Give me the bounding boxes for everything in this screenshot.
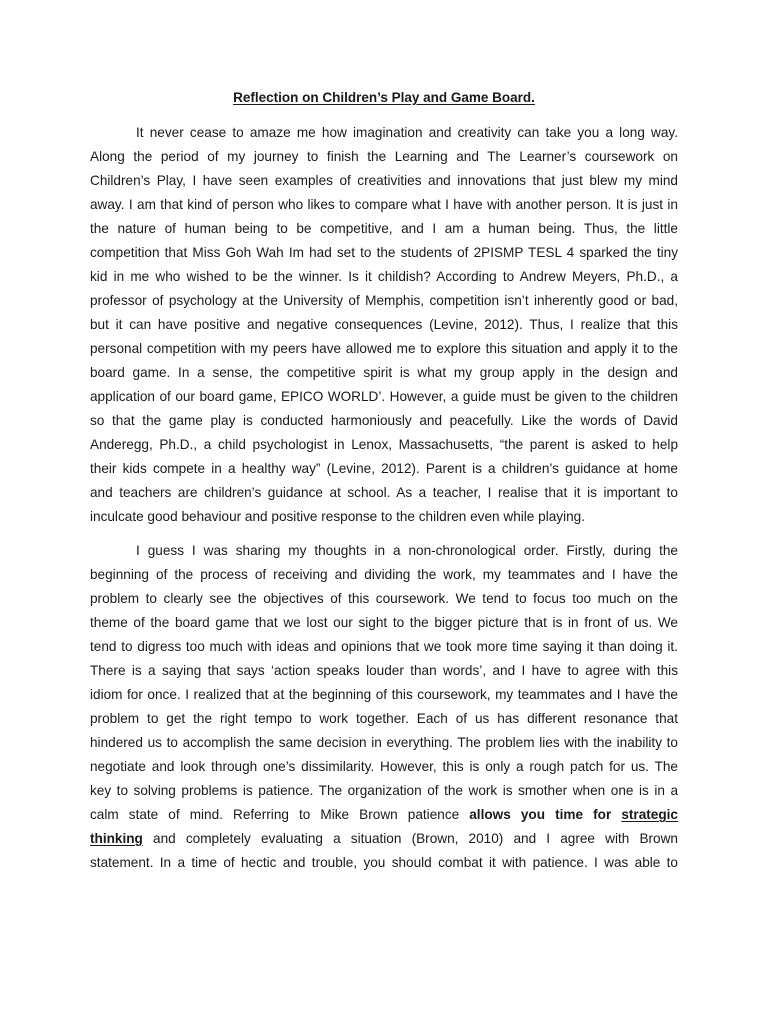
paragraph-2 xyxy=(90,539,678,875)
line-text: calm state of mind. Referring to Mike Brown patience xyxy=(90,807,470,822)
paragraph-1 xyxy=(90,121,678,529)
paragraph-line: problem to get the right tempo to work together. Each of us has different resonance that xyxy=(90,711,678,726)
bold-underlined-phrase: thinking xyxy=(90,831,143,846)
paragraph-line-emphasis xyxy=(90,827,678,851)
paragraph-line: Children’s Play, I have seen examples of creativities and innovations that just blew my mind xyxy=(90,173,678,188)
paragraph-line: so that the game play is conducted harmoniously and peacefully. Like the words of David xyxy=(90,413,678,428)
paragraph-line: Along the period of my journey to finish the Learning and The Learner’s coursework on xyxy=(90,149,678,164)
paragraph-line: problem to clearly see the objectives of this coursework. We tend to focus too much on the xyxy=(90,591,678,606)
line-text: and completely evaluating a situation (Brown, 2010) and I agree with Brown xyxy=(142,831,678,846)
paragraph-line: away. I am that kind of person who likes to compare what I have with another person. It is just in xyxy=(90,197,678,212)
paragraph-line: idiom for once. I realized that at the beginning of this coursework, my teammates and I have the xyxy=(90,687,678,702)
paragraph-line: competition that Miss Goh Wah Im had set to the students of 2PISMP TESL 4 sparked the tiny xyxy=(90,245,678,260)
paragraph-line: beginning of the process of receiving and dividing the work, my teammates and I have the xyxy=(90,567,678,582)
paragraph-line: inculcate good behaviour and positive response to the children even while playing. xyxy=(90,509,585,524)
paragraph-line: theme of the board game that we lost our sight to the bigger picture that is in front of us. We xyxy=(90,615,678,630)
paragraph-line: kid in me who wished to be the winner. Is it childish? According to Andrew Meyers, Ph.D., a xyxy=(90,269,678,284)
paragraph-line: personal competition with my peers have allowed me to explore this situation and apply it to the xyxy=(90,341,678,356)
document-title: Reflection on Children’s Play and Game Board. xyxy=(233,90,535,105)
paragraph-line: board game. In a sense, the competitive spirit is what my group apply in the design and xyxy=(90,365,678,380)
paragraph-line: professor of psychology at the University of Memphis, competition isn’t inherently good or bad, xyxy=(90,293,678,308)
paragraph-line: the nature of human being to be competitive, and I am a human being. Thus, the little xyxy=(90,221,678,236)
paragraph-line: tend to digress too much with ideas and opinions that we took more time saying it than doing it. xyxy=(90,639,678,654)
paragraph-line: It never cease to amaze me how imagination and creativity can take you a long way. xyxy=(136,125,678,140)
paragraph-line: key to solving problems is patience. The organization of the work is smother when one is in a xyxy=(90,783,678,798)
paragraph-line: Anderegg, Ph.D., a child psychologist in Lenox, Massachusetts, “the parent is asked to help xyxy=(90,437,678,452)
bold-phrase: allows you time for xyxy=(469,807,622,822)
paragraph-line: negotiate and look through one’s dissimilarity. However, this is only a rough patch for us. The xyxy=(90,759,678,774)
paragraph-line: and teachers are children’s guidance at school. As a teacher, I realise that it is important to xyxy=(90,485,678,500)
paragraph-line: but it can have positive and negative consequences (Levine, 2012). Thus, I realize that this xyxy=(90,317,678,332)
paragraph-line: I guess I was sharing my thoughts in a non-chronological order. Firstly, during the xyxy=(136,543,678,558)
paragraph-line: their kids compete in a healthy way” (Levine, 2012). Parent is a children’s guidance at home xyxy=(90,461,678,476)
bold-underlined-phrase: strategic xyxy=(621,807,678,822)
paragraph-line: statement. In a time of hectic and trouble, you should combat it with patience. I was able to xyxy=(90,855,678,870)
paragraph-line: There is a saying that says ‘action speaks louder than words’, and I have to agree with this xyxy=(90,663,678,678)
paragraph-line: application of our board game, EPICO WORLD’. However, a guide must be given to the children xyxy=(90,389,678,404)
paragraph-line-emphasis xyxy=(90,803,678,827)
paragraph-line: hindered us to accomplish the same decision in everything. The problem lies with the inability to xyxy=(90,735,678,750)
